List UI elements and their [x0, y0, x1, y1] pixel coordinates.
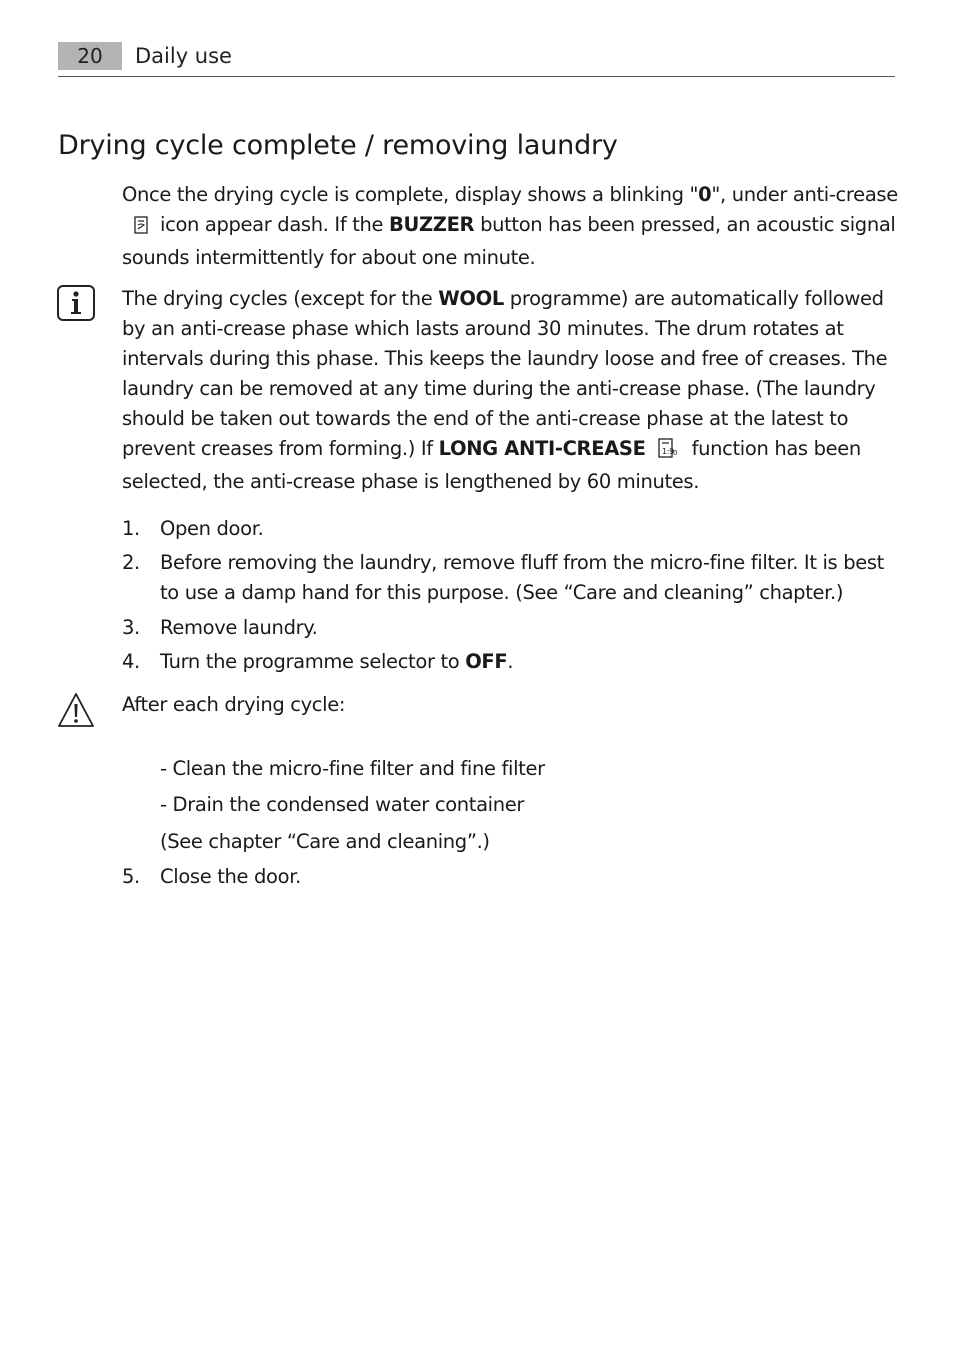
- svg-text:0: 0: [672, 449, 677, 457]
- svg-text:1:9: 1:9: [661, 447, 674, 456]
- step-text: Remove laundry.: [160, 616, 318, 639]
- page-header: [58, 42, 895, 77]
- wool-label: WOOL: [438, 287, 504, 310]
- section-label: Daily use: [135, 44, 232, 68]
- warning-intro: After each drying cycle:: [122, 693, 346, 716]
- note-text: programme) are automatically followed by an anti-crease phase which lasts around 30 minutes. The drum rotates at intervals during this phase. This keeps the laundry loose and free of creases. The laundry can be removed at any time during the anti-crease phase. (The laundry should be taken out towards the end of the anti-crease phase at the latest to prevent creases from forming.) If: [122, 287, 888, 460]
- paragraph-text: ", under anti-crease: [711, 183, 898, 206]
- paragraph-text: Once the drying cycle is complete, display shows a blinking ": [122, 183, 699, 206]
- step-number: 5.: [122, 865, 140, 888]
- info-icon: [57, 285, 95, 321]
- step-text-main: Turn the programme selector to: [160, 650, 466, 673]
- completion-paragraph: [122, 180, 898, 273]
- step-text-tail: .: [507, 650, 514, 673]
- step-number: 3.: [122, 616, 140, 639]
- warning-item: - Drain the condensed water container: [160, 793, 525, 816]
- page-title: Drying cycle complete / removing laundry: [58, 130, 618, 161]
- note-text: function has been selected, the anti-crease phase is lengthened by 60 minutes.: [122, 437, 861, 493]
- page-number: 20: [58, 42, 122, 70]
- step-number: 4.: [122, 650, 140, 673]
- step-text: Before removing the laundry, remove fluff from the micro-fine filter. It is best to use a damp hand for this purpose. (See “Care and cleaning” chapter.): [160, 551, 884, 604]
- step-text: Open door.: [160, 517, 264, 540]
- step-number: 2.: [122, 551, 140, 574]
- paragraph-text: icon appear dash. If the: [160, 213, 384, 236]
- warning-item: (See chapter “Care and cleaning”.): [160, 830, 490, 853]
- long-anti-crease-label: LONG ANTI-CREASE: [438, 437, 646, 460]
- step-number: 1.: [122, 517, 140, 540]
- info-note-paragraph: [122, 284, 898, 497]
- paragraph-text: button has been pressed, an acoustic signal sounds intermittently for about one minute.: [122, 213, 896, 269]
- anti-crease-icon: [134, 213, 148, 243]
- long-anti-crease-icon: [658, 437, 680, 467]
- step-text: Close the door.: [160, 865, 301, 888]
- warning-item: - Clean the micro-fine filter and fine filter: [160, 757, 545, 780]
- warning-icon: [57, 692, 95, 728]
- step-text: [160, 647, 898, 677]
- off-label: OFF: [465, 650, 508, 673]
- note-text: The drying cycles (except for the: [122, 287, 433, 310]
- buzzer-label: BUZZER: [389, 213, 475, 236]
- display-zero: 0: [698, 183, 712, 206]
